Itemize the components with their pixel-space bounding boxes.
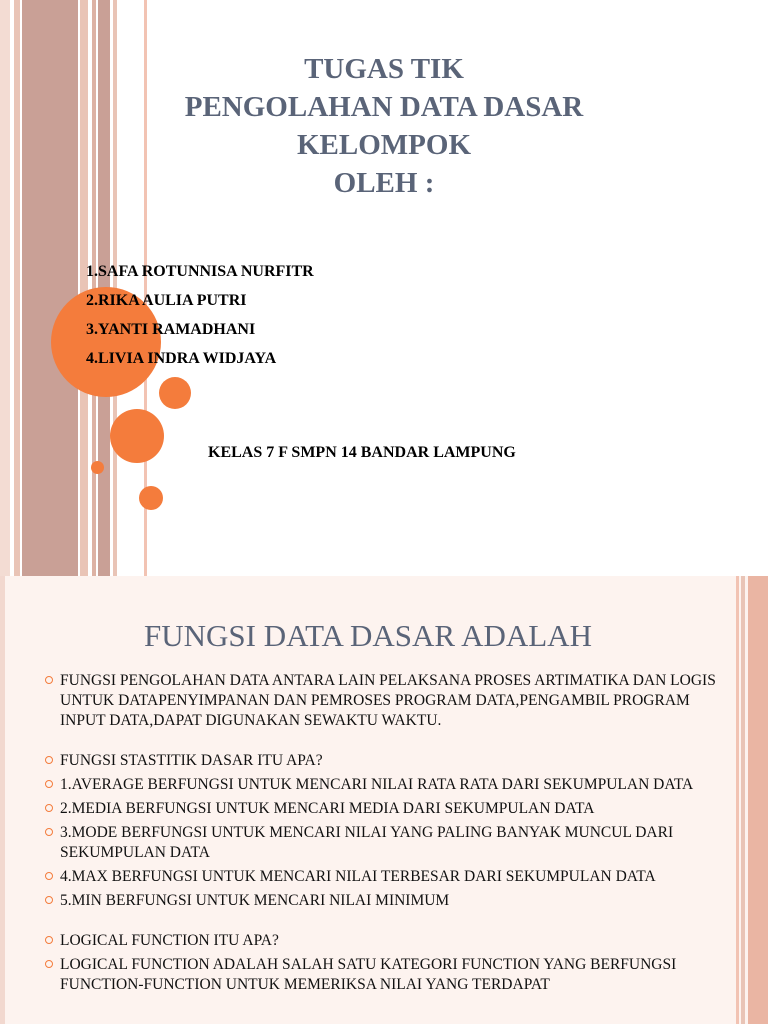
bullet-item	[44, 891, 734, 911]
bullet-text: 3.MODE BERFUNGSI UNTUK MENCARI NILAI YANG PALING BANYAK MUNCUL DARI SEKUMPULAN DATA	[60, 824, 674, 861]
decor-bar	[0, 0, 10, 576]
decor-bar	[741, 576, 745, 1024]
member-item: 4.LIVIA INDRA WIDJAYA	[86, 350, 277, 367]
circle-bullet-icon	[45, 896, 53, 904]
bullet-item	[44, 799, 734, 819]
decor-bar	[736, 576, 739, 1024]
bullet-item	[44, 867, 734, 887]
circle-bullet-icon	[45, 804, 53, 812]
decor-circle	[159, 377, 191, 409]
bullet-item	[44, 931, 734, 951]
title-line: TUGAS TIK	[304, 53, 464, 85]
member-item: 3.YANTI RAMADHANI	[86, 321, 256, 338]
bullet-item	[44, 775, 734, 795]
member-item: 2.RIKA AULIA PUTRI	[86, 292, 247, 309]
bullet-text: FUNGSI PENGOLAHAN DATA ANTARA LAIN PELAKSANA PROSES ARTIMATIKA DAN LOGIS UNTUK DATAPENYIMPANAN DAN PEMROSES PROGRAM DATA,PENGAMBIL PROGRAM INPUT DATA,DAPAT DIGUNAKAN SEWAKTU WAKTU.	[60, 672, 716, 729]
bullet-text: LOGICAL FUNCTION ADALAH SALAH SATU KATEGORI FUNCTION YANG BERFUNGSI FUNCTION-FUNCTION UNTUK MEMERIKSA NILAI YANG TERDAPAT	[60, 956, 677, 993]
member-item: 1.SAFA ROTUNNISA NURFITR	[86, 263, 314, 280]
circle-bullet-icon	[45, 676, 53, 684]
bullet-text: 4.MAX BERFUNGSI UNTUK MENCARI NILAI TERBESAR DARI SEKUMPULAN DATA	[60, 868, 656, 885]
slide-title	[150, 50, 618, 202]
bullet-text: 2.MEDIA BERFUNGSI UNTUK MENCARI MEDIA DARI SEKUMPULAN DATA	[60, 800, 595, 817]
content-slide	[0, 576, 768, 1024]
decor-bar	[22, 0, 78, 576]
bullet-text: 5.MIN BERFUNGSI UNTUK MENCARI NILAI MINIMUM	[60, 892, 450, 909]
class-info: KELAS 7 F SMPN 14 BANDAR LAMPUNG	[208, 444, 516, 461]
bullet-item	[44, 751, 734, 771]
slide-title: FUNGSI DATA DASAR ADALAH	[144, 618, 592, 653]
bullet-text: 1.AVERAGE BERFUNGSI UNTUK MENCARI NILAI RATA RATA DARI SEKUMPULAN DATA	[60, 776, 694, 793]
member-list	[86, 257, 314, 373]
circle-bullet-icon	[45, 780, 53, 788]
decor-circle	[139, 486, 163, 510]
circle-bullet-icon	[45, 756, 53, 764]
decor-circle	[91, 461, 104, 474]
bullet-list	[44, 671, 734, 995]
decor-circle	[110, 409, 164, 463]
title-line: KELOMPOK	[297, 129, 471, 161]
decor-bar	[748, 576, 768, 1024]
circle-bullet-icon	[45, 936, 53, 944]
circle-bullet-icon	[45, 828, 53, 836]
bullet-text: LOGICAL FUNCTION ITU APA?	[60, 932, 279, 949]
circle-bullet-icon	[45, 960, 53, 968]
decor-bar	[14, 0, 20, 576]
bullet-item	[44, 671, 734, 731]
circle-bullet-icon	[45, 872, 53, 880]
bullet-item	[44, 823, 734, 863]
bullet-text: FUNGSI STASTITIK DASAR ITU APA?	[60, 752, 323, 769]
title-line: OLEH :	[333, 167, 435, 199]
title-line: PENGOLAHAN DATA DASAR	[184, 91, 584, 123]
bullet-item	[44, 955, 734, 995]
